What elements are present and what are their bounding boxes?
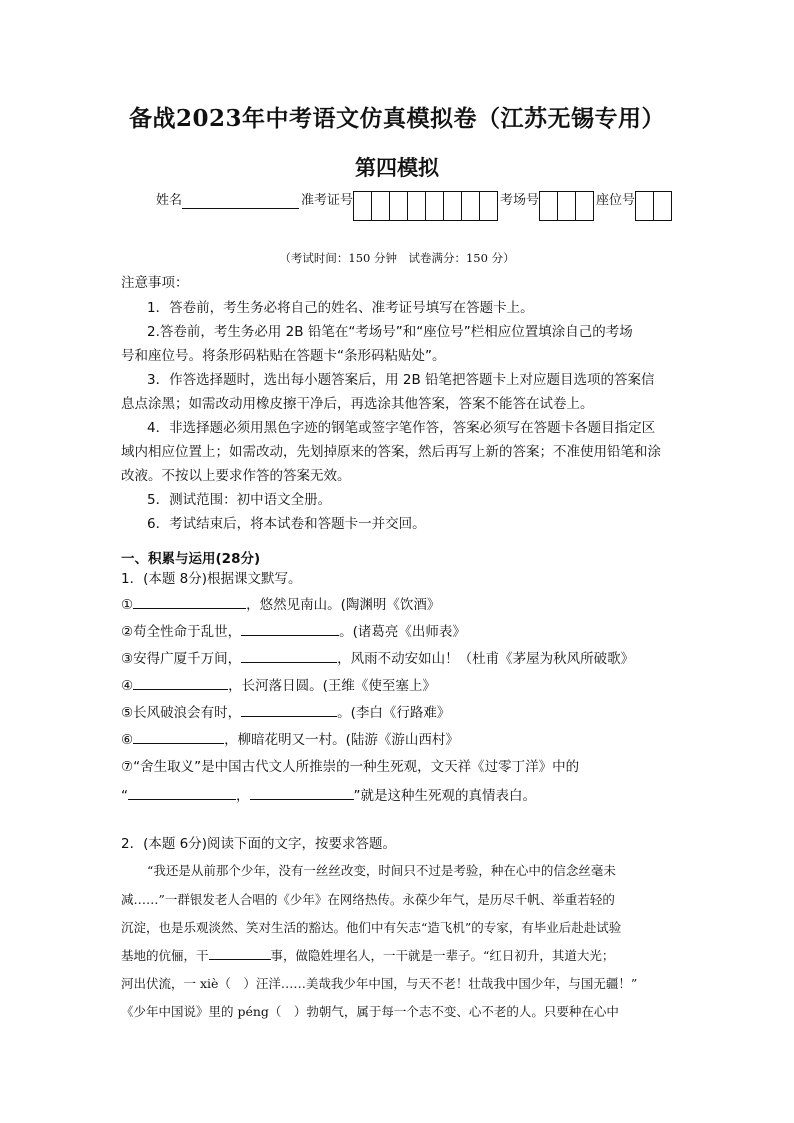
recite-line-6: ⑥ ，柳暗花明又一村。(陆游《游山西村》 (121, 728, 459, 748)
passage-line-3: 沉淀，也是乐观淡然、笑对生活的豁达。他们中有矢志“造飞机”的专家，有毕业后赴赴试验 (121, 920, 622, 935)
exam-time-info: （考试时间：150 分钟 试卷满分：150 分） (279, 251, 515, 265)
passage-line-1: “我还是从前那个少年，没有一丝丝改变，时间只不过是考验，种在心中的信念丝毫未 (147, 863, 616, 878)
seat-number-boxes[interactable] (635, 191, 672, 221)
passage-line-2: 减……”一群银发老人合唱的《少年》在网络热传。永葆少年气，是历尽千帆、举重若轻的 (121, 892, 615, 907)
note-2-line1: 2.答卷前，考生务必用 2B 铅笔在“考场号”和“座位号”栏相应位置填涂自己的考场 (147, 324, 633, 340)
answer-blank[interactable] (241, 620, 339, 636)
recite-line-1: ① ，悠然见南山。(陶渊明《饮酒》 (121, 593, 440, 613)
recite-line-7b: “ ， ”就是这种生死观的真情表白。 (121, 784, 536, 804)
answer-blank[interactable] (250, 784, 354, 800)
question-1-prompt: 1．(本题 8分)根据课文默写。 (121, 571, 302, 587)
note-6: 6．考试结束后，将本试卷和答题卡一并交回。 (147, 516, 426, 532)
note-3-line2: 息点涂黑；如需改动用橡皮擦干净后，再选涂其他答案，答案不能答在试卷上。 (121, 396, 594, 412)
answer-blank[interactable] (209, 946, 271, 960)
name-label: 姓名 (156, 193, 183, 208)
seat-number-label: 座位号 (596, 193, 636, 208)
answer-blank[interactable] (133, 728, 224, 744)
passage-line-6: 《少年中国说》里的 péng（ ）勃朝气，属于每一个志不变、心不老的人。只要种在心中 (121, 1004, 619, 1019)
notes-heading: 注意事项： (121, 275, 189, 291)
recite-line-4: ④ ，长河落日圆。(王维《使至塞上》 (121, 674, 436, 694)
exam-title: 备战2023年中考语文仿真模拟卷（江苏无锡专用） (128, 105, 665, 132)
note-5: 5．测试范围：初中语文全册。 (147, 492, 332, 508)
answer-blank[interactable] (241, 701, 337, 717)
name-field[interactable] (182, 191, 299, 209)
note-1: 1．答卷前，考生务必将自己的姓名、准考证号填写在答题卡上。 (147, 300, 534, 316)
note-4-line1: 4．非选择题必须用黑色字迹的钢笔或签字笔作答，答案必须写在答题卡各题目指定区 (147, 420, 656, 436)
exam-number-label: 准考证号 (301, 193, 354, 208)
recite-line-2: ②苟全性命于乱世， 。(诸葛亮《出师表》 (121, 620, 466, 640)
note-3-line1: 3．作答选择题时，选出每小题答案后，用 2B 铅笔把答题卡上对应题目选项的答案信 (147, 372, 655, 388)
recite-line-5: ⑤长风破浪会有时， 。(李白《行路难》 (121, 701, 450, 721)
question-2-prompt: 2．(本题 6分)阅读下面的文字，按要求答题。 (121, 836, 397, 852)
answer-blank[interactable] (133, 593, 246, 609)
exam-number-boxes[interactable] (353, 191, 498, 221)
room-number-boxes[interactable] (539, 191, 594, 221)
recite-line-7a: ⑦“舍生取义”是中国古代文人所推崇的一种生死观，文天祥《过零丁洋》中的 (121, 759, 580, 775)
answer-blank[interactable] (133, 674, 228, 690)
note-4-line3: 改液。不按以上要求作答的答案无效。 (121, 468, 351, 484)
passage-line-4: 基地的伉俪，干 事，做隐姓埋名人，一干就是一辈子。“红日初升，其道大光； (121, 948, 615, 963)
recite-line-3: ③安得广厦千万间， ，风雨不动安如山！（杜甫《茅屋为秋风所破歌》 (121, 647, 634, 667)
section-1-heading: 一、积累与运用(28分) (121, 551, 261, 567)
exam-subtitle: 第四模拟 (355, 155, 439, 180)
answer-blank[interactable] (128, 784, 236, 800)
candidate-info-row (156, 191, 674, 221)
answer-blank[interactable] (241, 647, 337, 663)
passage-line-5: 河出伏流，一 xiè（ ）汪洋……美哉我少年中国，与天不老！壮哉我中国少年，与国无疆！” (121, 976, 638, 991)
room-number-label: 考场号 (500, 193, 540, 208)
note-4-line2: 域内相应位置上；如需改动，先划掉原来的答案，然后再写上新的答案；不准使用铅笔和涂 (121, 444, 661, 460)
note-2-line2: 号和座位号。将条形码粘贴在答题卡“条形码粘贴处”。 (121, 348, 446, 364)
